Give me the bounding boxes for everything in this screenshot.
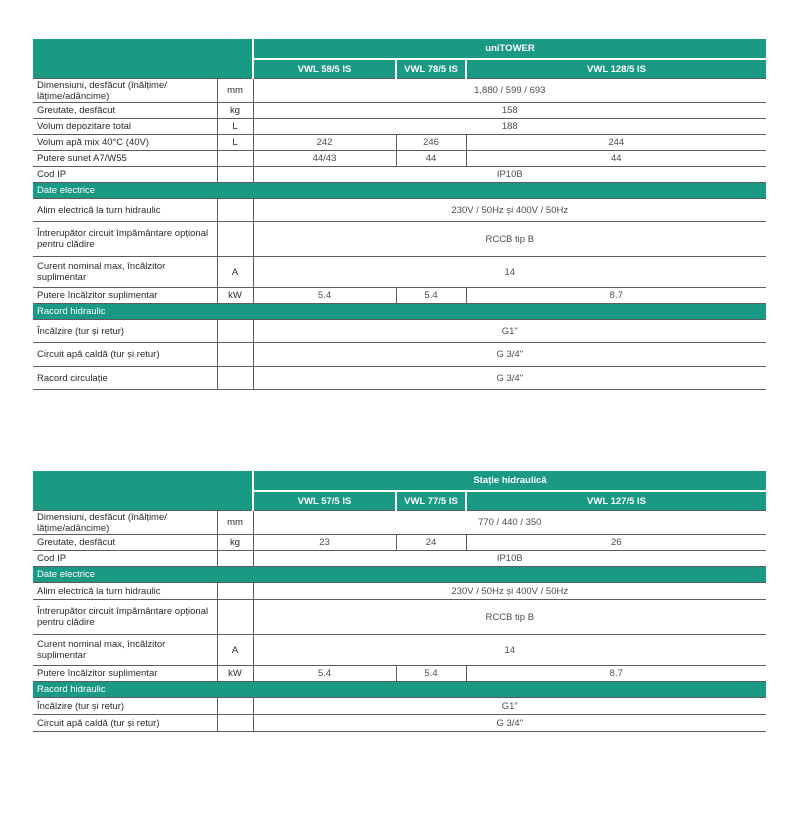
- table-row: [33, 715, 766, 732]
- row-label: Putere sunet A7/W55: [33, 151, 217, 167]
- table-row: [33, 511, 766, 535]
- section-title: Date electrice: [33, 567, 766, 583]
- table-row: [33, 79, 766, 103]
- row-value: 158: [253, 103, 766, 119]
- row-value: 44: [466, 151, 766, 167]
- row-unit: kW: [217, 666, 253, 682]
- row-label: Alim electrică la turn hidraulic: [33, 583, 217, 600]
- row-unit: [217, 199, 253, 222]
- table-row: [33, 151, 766, 167]
- row-label: Dimensiuni, desfăcut (înălțime/ lățime/adâncime): [33, 79, 217, 103]
- row-label: Greutate, desfăcut: [33, 103, 217, 119]
- row-label: Încălzire (tur și retur): [33, 698, 217, 715]
- table-row: [33, 320, 766, 343]
- row-value: 230V / 50Hz și 400V / 50Hz: [253, 583, 766, 600]
- row-value: 5.4: [253, 666, 396, 682]
- row-value: 44/43: [253, 151, 396, 167]
- spec-table-unitower: [33, 39, 766, 390]
- row-value: 1,880 / 599 / 693: [253, 79, 766, 103]
- table-row: [33, 167, 766, 183]
- section-title: Racord hidraulic: [33, 304, 766, 320]
- section-row: [33, 304, 766, 320]
- row-label: Curent nominal max, încălzitor suplimentar: [33, 635, 217, 666]
- row-value: RCCB tip B: [253, 222, 766, 257]
- table-row: [33, 635, 766, 666]
- row-value: 23: [253, 535, 396, 551]
- row-value: 5.4: [396, 666, 466, 682]
- model-header: VWL 78/5 IS: [396, 59, 466, 79]
- row-label: Volum depozitare total: [33, 119, 217, 135]
- section-row: [33, 183, 766, 199]
- row-value: 5.4: [253, 288, 396, 304]
- row-value: 14: [253, 635, 766, 666]
- row-unit: kg: [217, 535, 253, 551]
- row-value: 242: [253, 135, 396, 151]
- row-label: Încălzire (tur și retur): [33, 320, 217, 343]
- row-unit: L: [217, 135, 253, 151]
- table-row: [33, 698, 766, 715]
- row-unit: mm: [217, 79, 253, 103]
- section-title: Date electrice: [33, 183, 766, 199]
- row-label: Putere încălzitor suplimentar: [33, 288, 217, 304]
- model-header: VWL 77/5 IS: [396, 491, 466, 511]
- row-value: G 3/4": [253, 367, 766, 390]
- section-row: [33, 682, 766, 698]
- row-unit: [217, 551, 253, 567]
- table-row: [33, 583, 766, 600]
- row-unit: [217, 343, 253, 367]
- table-row: [33, 551, 766, 567]
- row-unit: A: [217, 635, 253, 666]
- row-value: 8.7: [466, 288, 766, 304]
- row-unit: [217, 320, 253, 343]
- row-label: Întrerupător circuit împământare opțional pentru clădire: [33, 600, 217, 635]
- row-label: Cod IP: [33, 551, 217, 567]
- row-value: G1": [253, 320, 766, 343]
- table-row: [33, 343, 766, 367]
- header-corner: [33, 39, 253, 79]
- row-value: G1": [253, 698, 766, 715]
- table-row: [33, 135, 766, 151]
- row-unit: [217, 715, 253, 732]
- row-value: 14: [253, 257, 766, 288]
- row-value: IP10B: [253, 167, 766, 183]
- table-row: [33, 535, 766, 551]
- table-row: [33, 103, 766, 119]
- row-value: 188: [253, 119, 766, 135]
- table-row: [33, 257, 766, 288]
- row-label: Alim electrică la turn hidraulic: [33, 199, 217, 222]
- row-unit: [217, 583, 253, 600]
- row-label: Racord circulație: [33, 367, 217, 390]
- row-unit: [217, 698, 253, 715]
- row-value: 26: [466, 535, 766, 551]
- header-corner: [33, 471, 253, 511]
- table-row: [33, 600, 766, 635]
- row-label: Volum apă mix 40°C (40V): [33, 135, 217, 151]
- group-title: Stație hidraulică: [253, 471, 766, 491]
- row-unit: kW: [217, 288, 253, 304]
- row-unit: [217, 600, 253, 635]
- row-label: Putere încălzitor suplimentar: [33, 666, 217, 682]
- model-header: VWL 58/5 IS: [253, 59, 396, 79]
- model-header: VWL 128/5 IS: [466, 59, 766, 79]
- row-label: Întrerupător circuit împământare opțional pentru clădire: [33, 222, 217, 257]
- row-value: 44: [396, 151, 466, 167]
- row-label: Circuit apă caldă (tur și retur): [33, 343, 217, 367]
- model-header: VWL 127/5 IS: [466, 491, 766, 511]
- table-row: [33, 288, 766, 304]
- group-title: uniTOWER: [253, 39, 766, 59]
- row-unit: [217, 367, 253, 390]
- model-header: VWL 57/5 IS: [253, 491, 396, 511]
- spec-table-hydraulic-station: [33, 471, 766, 732]
- row-value: G 3/4": [253, 715, 766, 732]
- table-row: [33, 367, 766, 390]
- row-value: 246: [396, 135, 466, 151]
- row-value: G 3/4": [253, 343, 766, 367]
- row-value: RCCB tip B: [253, 600, 766, 635]
- table-row: [33, 199, 766, 222]
- row-label: Greutate, desfăcut: [33, 535, 217, 551]
- table-row: [33, 119, 766, 135]
- table-row: [33, 666, 766, 682]
- row-unit: [217, 151, 253, 167]
- row-value: 5.4: [396, 288, 466, 304]
- row-unit: mm: [217, 511, 253, 535]
- row-label: Cod IP: [33, 167, 217, 183]
- row-label: Curent nominal max, încălzitor suplimentar: [33, 257, 217, 288]
- row-value: 770 / 440 / 350: [253, 511, 766, 535]
- row-unit: kg: [217, 103, 253, 119]
- section-row: [33, 567, 766, 583]
- row-value: 8.7: [466, 666, 766, 682]
- section-title: Racord hidraulic: [33, 682, 766, 698]
- table-row: [33, 222, 766, 257]
- row-unit: [217, 167, 253, 183]
- row-value: 244: [466, 135, 766, 151]
- row-value: 24: [396, 535, 466, 551]
- row-value: IP10B: [253, 551, 766, 567]
- row-unit: L: [217, 119, 253, 135]
- row-label: Circuit apă caldă (tur și retur): [33, 715, 217, 732]
- row-unit: [217, 222, 253, 257]
- row-value: 230V / 50Hz și 400V / 50Hz: [253, 199, 766, 222]
- row-label: Dimensiuni, desfăcut (înălțime/ lățime/adâncime): [33, 511, 217, 535]
- row-unit: A: [217, 257, 253, 288]
